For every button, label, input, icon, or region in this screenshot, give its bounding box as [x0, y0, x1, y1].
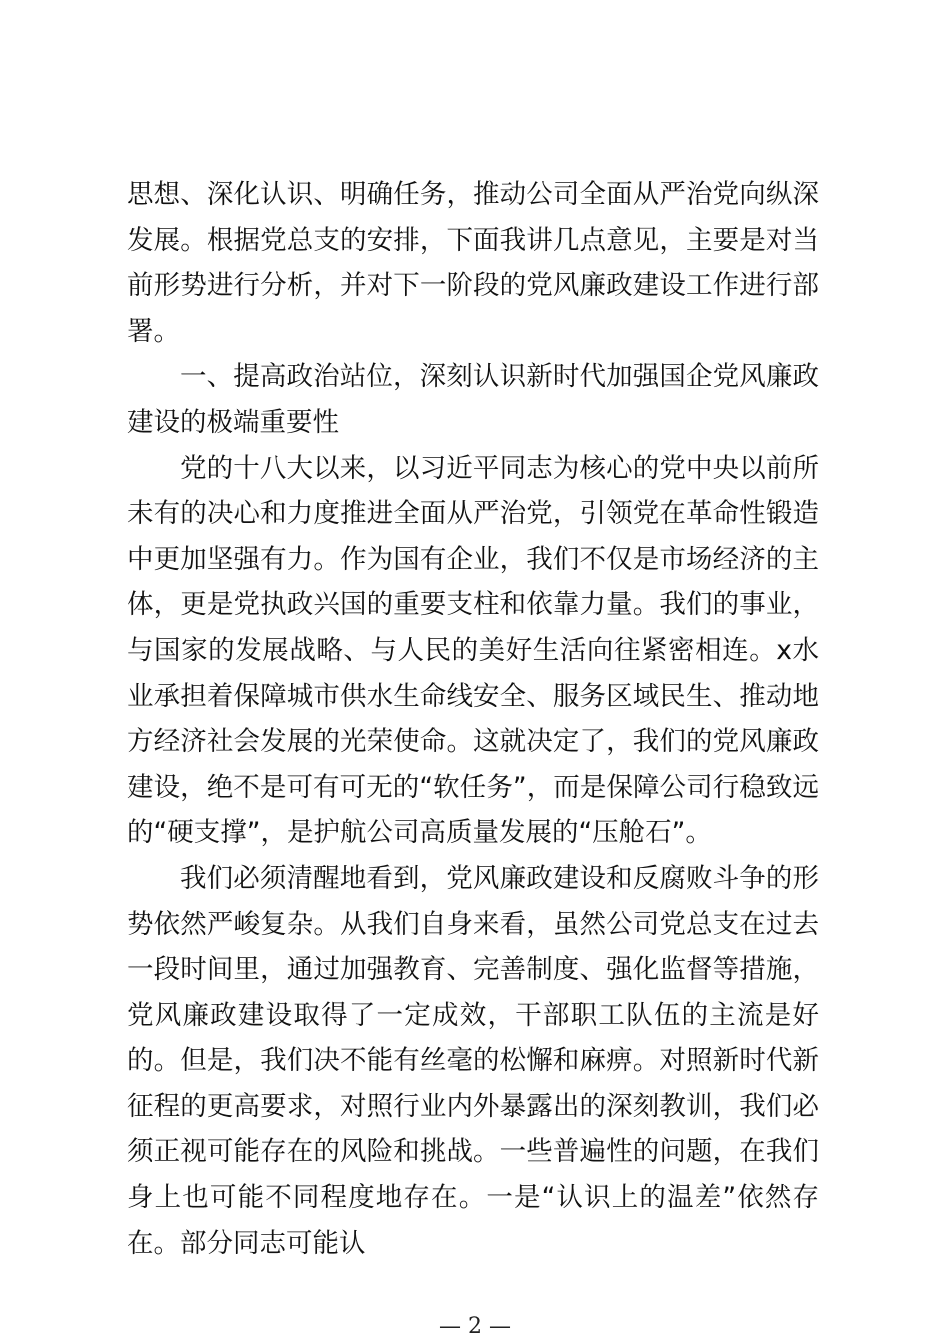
paragraph: 党的十八大以来，以习近平同志为核心的党中央以前所未有的决心和力度推进全面从严治党，引领党在革命性锻造中更加坚强有力。作为国有企业，我们不仅是市场经济的主体，更是党执政兴国的重要支柱和依靠力量。我们的事业，与国家的发展战略、与人民的美好生活向往紧密相连。x水业承担着保障城市供水生命线安全、服务区域民生、推动地方经济社会发展的光荣使命。这就决定了，我们的党风廉政建设，绝不是可有可无的“软任务”，而是保障公司行稳致远的“硬支撑”，是护航公司高质量发展的“压舱石”。	[127, 452, 819, 849]
paragraph: 我们必须清醒地看到，党风廉政建设和反腐败斗争的形势依然严峻复杂。从我们自身来看，虽然公司党总支在过去一段时间里，通过加强教育、完善制度、强化监督等措施，党风廉政建设取得了一定成效，干部职工队伍的主流是好的。但是，我们决不能有丝毫的松懈和麻痹。对照新时代新征程的更高要求，对照行业内外暴露出的深刻教训，我们必须正视可能存在的风险和挑战。一些普遍性的问题，在我们身上也可能不同程度地存在。一是“认识上的温差”依然存在。部分同志可能认	[127, 862, 819, 1259]
paragraph-continued: 思想、深化认识、明确任务，推动公司全面从严治党向纵深发展。根据党总支的安排，下面我讲几点意见，主要是对当前形势进行分析，并对下一阶段的党风廉政建设工作进行部署。	[127, 179, 819, 347]
section-heading: 一、提高政治站位，深刻认识新时代加强国企党风廉政建设的极端重要性	[127, 361, 819, 438]
document-body	[127, 172, 819, 1266]
page-number: — 2 —	[439, 1314, 511, 1339]
